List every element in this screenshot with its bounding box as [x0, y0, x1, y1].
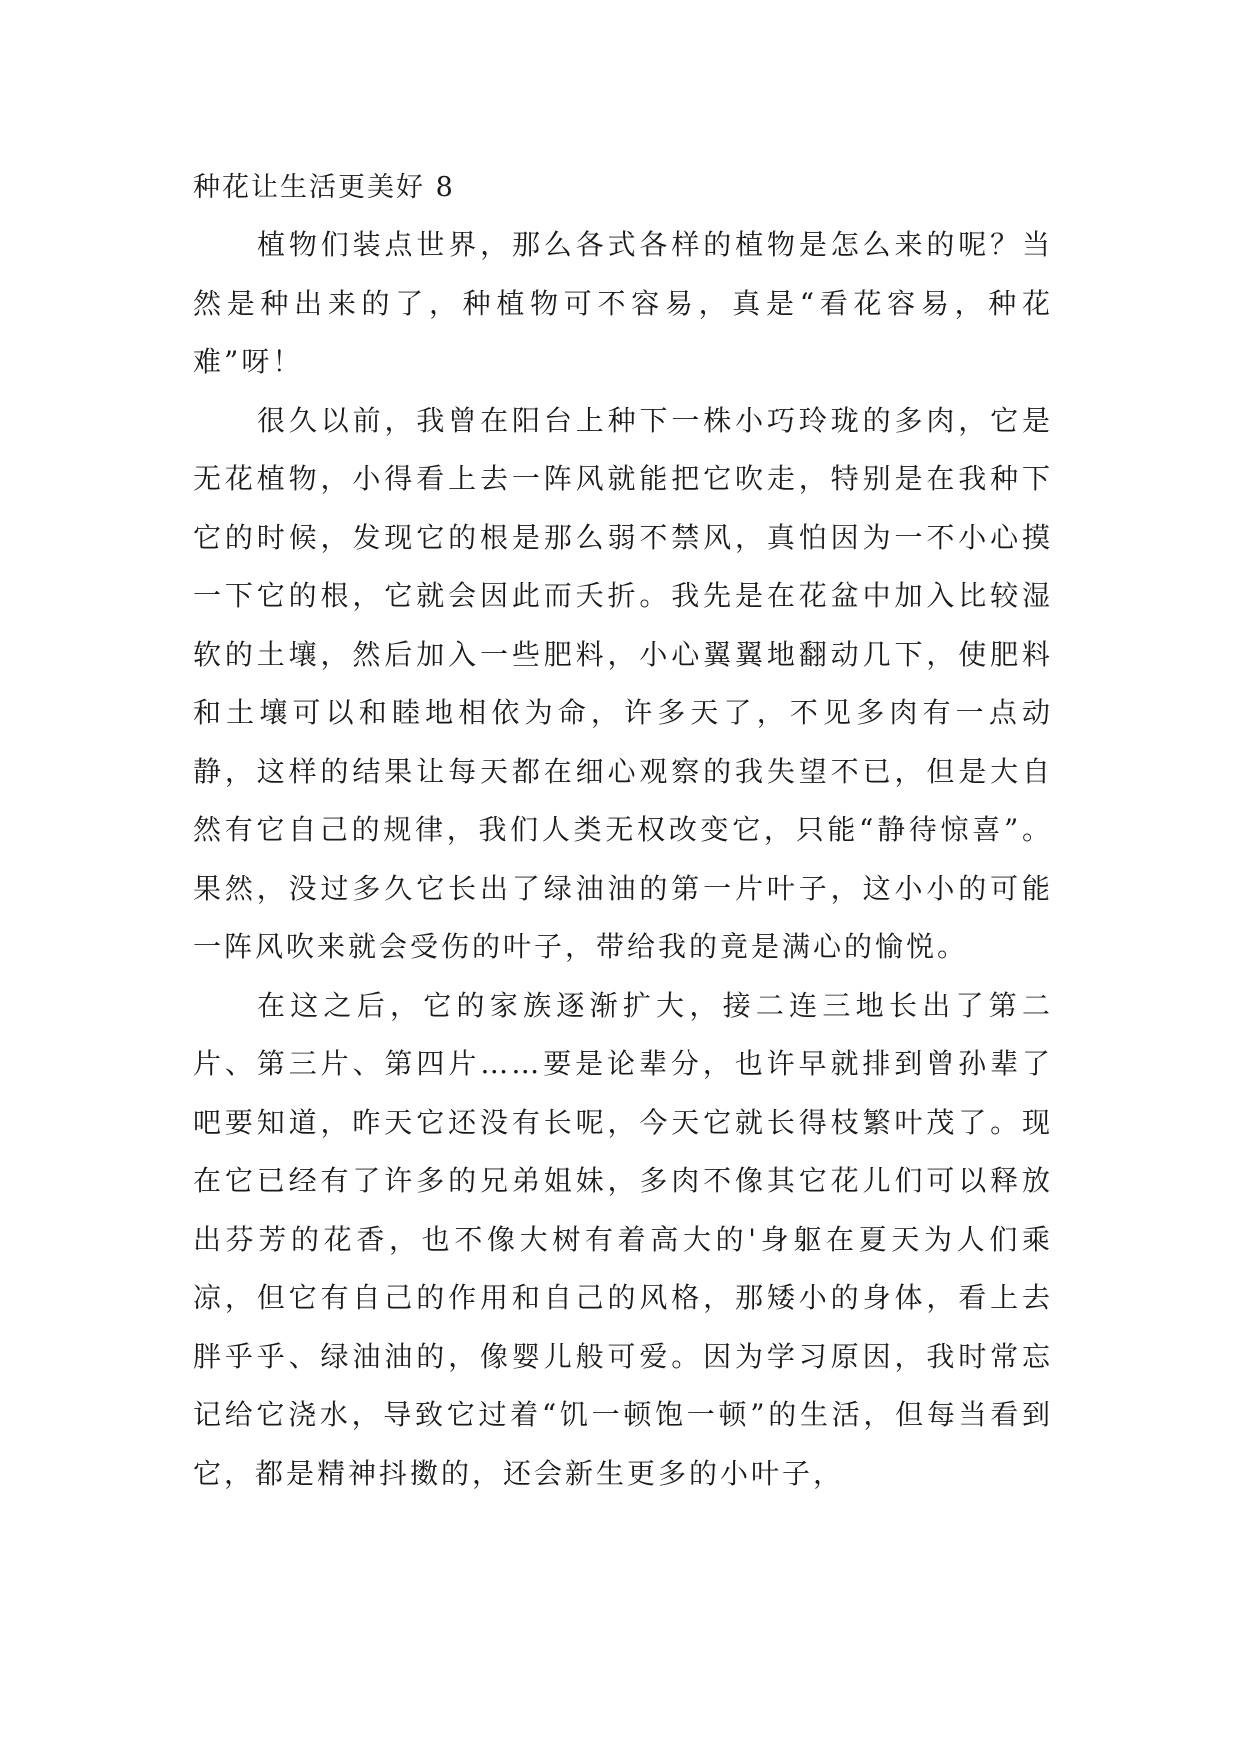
- paragraph-1: 植物们装点世界，那么各式各样的植物是怎么来的呢？当然是种出来的了，种植物可不容易，真是“看花容易，种花难”呀！: [193, 228, 1053, 378]
- document-title: 种花让生活更美好 8: [193, 172, 455, 203]
- paragraph-3: 在这之后，它的家族逐渐扩大，接二连三地长出了第二片、第三片、第四片……要是论辈分，也许早就排到曾孙辈了吧要知道，昨天它还没有长呢，今天它就长得枝繁叶茂了。现在它已经有了许多的兄弟姐妹，多肉不像其它花儿们可以释放出芬芳的花香，也不像大树有着高大的'身躯在夏天为人们乘凉，但它有自己的作用和自己的风格，那矮小的身体，看上去胖乎乎、绿油油的，像婴儿般可爱。因为学习原因，我时常忘记给它浇水，导致它过着“饥一顿饱一顿”的生活，但每当看到它，都是精神抖擞的，还会新生更多的小叶子，: [193, 988, 1053, 1490]
- paragraph-2: 很久以前，我曾在阳台上种下一株小巧玲珑的多肉，它是无花植物，小得看上去一阵风就能把它吹走，特别是在我种下它的时候，发现它的根是那么弱不禁风，真怕因为一不小心摸一下它的根，它就会因此而夭折。我先是在花盆中加入比较湿软的土壤，然后加入一些肥料，小心翼翼地翻动几下，使肥料和土壤可以和睦地相依为命，许多天了，不见多肉有一点动静，这样的结果让每天都在细心观察的我失望不已，但是大自然有它自己的规律，我们人类无权改变它，只能“静待惊喜”。果然，没过多久它长出了绿油油的第一片叶子，这小小的可能一阵风吹来就会受伤的叶子，带给我的竟是满心的愉悦。: [193, 403, 1053, 963]
- document-body: [193, 160, 1053, 1503]
